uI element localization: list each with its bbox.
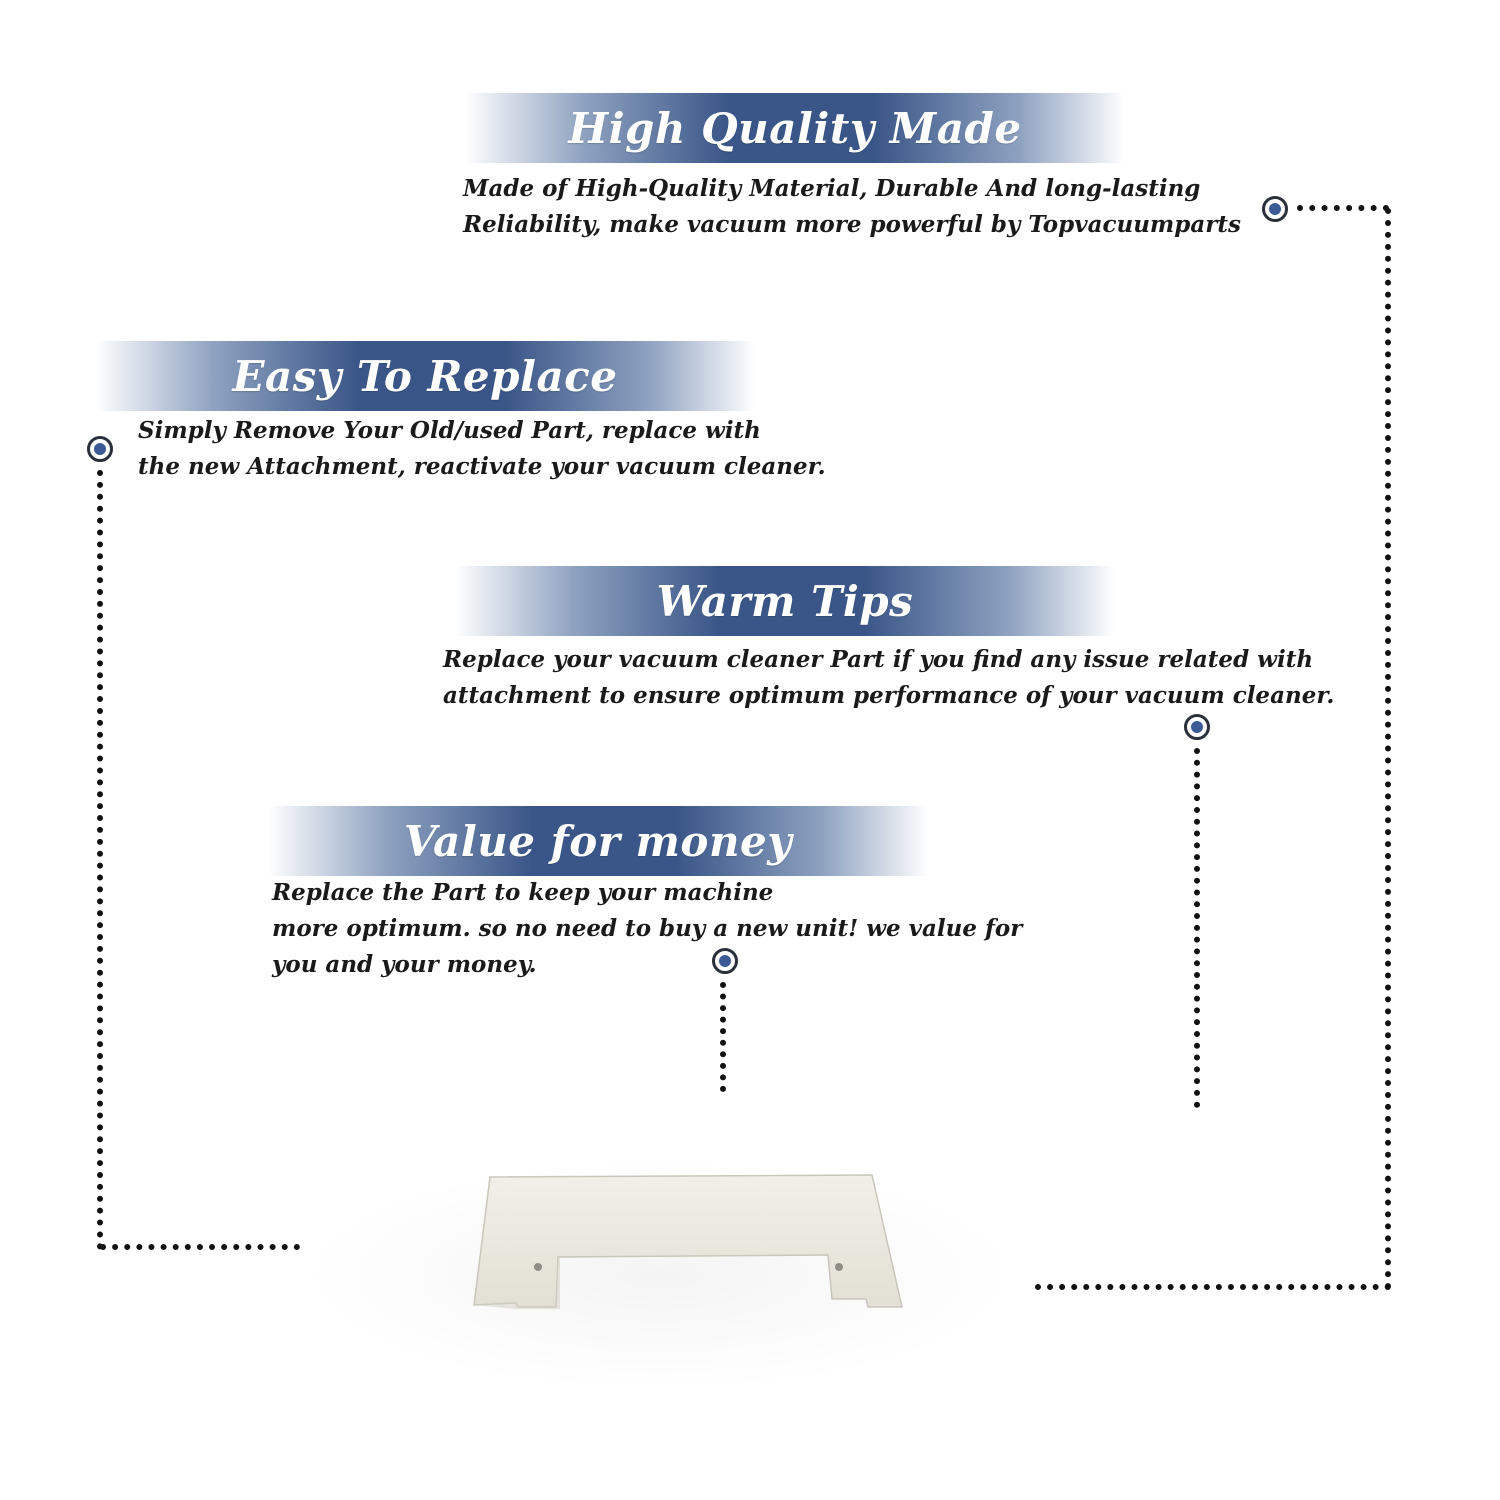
desc-warm-tips-line-2: attachment to ensure optimum performance of your vacuum cleaner. <box>443 682 1335 709</box>
target-marker-icon <box>87 436 113 462</box>
banner-value <box>268 806 928 876</box>
target-marker-icon <box>1262 196 1288 222</box>
title-high-quality: High Quality Made <box>568 103 1022 153</box>
title-warm-tips: Warm Tips <box>656 576 914 626</box>
screw-hole-left <box>534 1263 542 1271</box>
leader-line-top-right <box>1297 205 1389 211</box>
screw-hole-right <box>835 1263 843 1271</box>
target-marker-icon <box>1184 714 1210 740</box>
desc-high-quality-line-1: Made of High-Quality Material, Durable And long-lasting <box>463 175 1201 202</box>
desc-high-quality-line-2: Reliability, make vacuum more powerful by Topvacuumparts <box>463 211 1241 238</box>
title-value: Value for money <box>403 816 793 866</box>
desc-value <box>272 875 1022 983</box>
leader-line-value <box>720 982 726 1092</box>
desc-easy-replace-line-1: Simply Remove Your Old/used Part, replace with <box>138 417 761 444</box>
banner-high-quality <box>465 93 1125 163</box>
desc-value-line-1: Replace the Part to keep your machine <box>272 879 774 906</box>
plate-body <box>474 1175 902 1307</box>
leader-line-left-vertical <box>97 470 103 1250</box>
desc-warm-tips-line-1: Replace your vacuum cleaner Part if you find any issue related with <box>443 646 1314 673</box>
title-easy-replace: Easy To Replace <box>232 351 618 401</box>
leader-line-bottom-right <box>1035 1284 1391 1290</box>
leader-line-right-vertical <box>1385 208 1391 1290</box>
product-plate-image <box>460 1165 920 1325</box>
desc-warm-tips <box>443 642 1334 714</box>
desc-high-quality <box>463 171 1241 243</box>
banner-warm-tips <box>455 566 1115 636</box>
banner-easy-replace <box>95 341 755 411</box>
leader-line-bottom-left <box>100 1244 300 1250</box>
desc-easy-replace-line-2: the new Attachment, reactivate your vacuum cleaner. <box>138 453 826 480</box>
desc-value-line-2: more optimum. so no need to buy a new unit! we value for <box>272 915 1023 942</box>
desc-value-line-3: you and your money. <box>272 951 537 978</box>
target-marker-icon <box>712 948 738 974</box>
desc-easy-replace <box>138 413 826 485</box>
leader-line-warm-tips <box>1194 748 1200 1108</box>
